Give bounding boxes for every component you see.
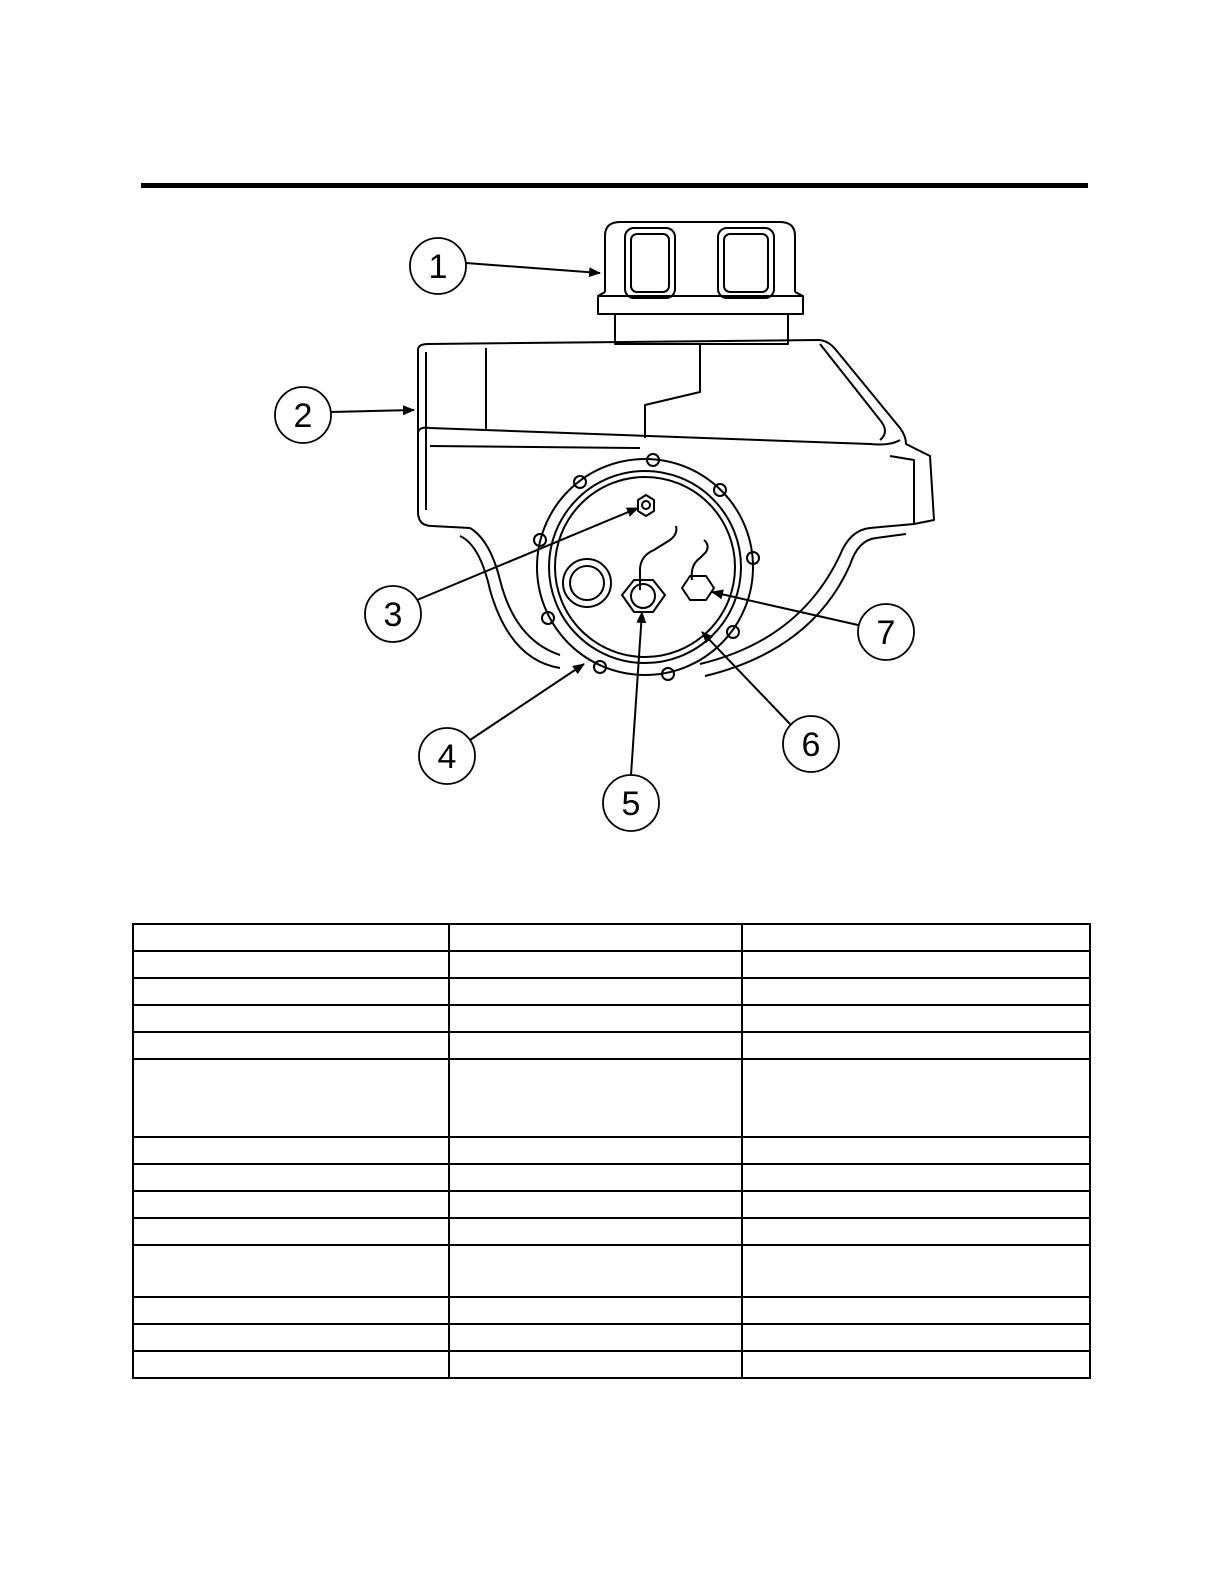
table-cell (449, 1059, 742, 1137)
table-cell (449, 1137, 742, 1164)
table-row (133, 1164, 1090, 1191)
leader-6 (702, 632, 790, 724)
table-cell (742, 978, 1090, 1005)
callout-2-label: 2 (293, 397, 313, 435)
table-cell (133, 951, 449, 978)
table-cell (449, 1032, 742, 1059)
parts-table (132, 923, 1091, 1379)
table-cell (133, 1137, 449, 1164)
table-cell (133, 1059, 449, 1137)
table-cell (133, 978, 449, 1005)
table-cell (133, 924, 449, 951)
callout-4-label: 4 (437, 738, 457, 776)
table-row (133, 1297, 1090, 1324)
table-cell (133, 1245, 449, 1297)
table-cell (449, 1245, 742, 1297)
leader-4 (470, 664, 584, 740)
leader-1 (466, 263, 600, 273)
table-cell (449, 1351, 742, 1378)
table-cell (742, 1245, 1090, 1297)
table-row (133, 951, 1090, 978)
table-row (133, 1005, 1090, 1032)
table-cell (449, 924, 742, 951)
table-cell (742, 1164, 1090, 1191)
table-row (133, 1218, 1090, 1245)
table-cell (742, 1218, 1090, 1245)
callout-7-label: 7 (876, 614, 896, 652)
table-row (133, 1245, 1090, 1297)
table-cell (742, 1059, 1090, 1137)
table-cell (133, 1005, 449, 1032)
table-cell (449, 978, 742, 1005)
leader-2 (331, 410, 414, 412)
table-cell (133, 1032, 449, 1059)
table-cell (742, 1191, 1090, 1218)
leader-7 (712, 592, 858, 625)
table-cell (449, 1297, 742, 1324)
table-cell (133, 1351, 449, 1378)
table-cell (133, 1164, 449, 1191)
table-row (133, 1324, 1090, 1351)
table-row (133, 1137, 1090, 1164)
table-cell (133, 1191, 449, 1218)
table-cell (449, 1005, 742, 1032)
port-assembly (534, 454, 759, 680)
table-cell (742, 924, 1090, 951)
table-row (133, 1032, 1090, 1059)
table-cell (742, 1297, 1090, 1324)
leader-5 (631, 612, 642, 775)
table-row (133, 1191, 1090, 1218)
table-cell (742, 1351, 1090, 1378)
table-cell (742, 1324, 1090, 1351)
table-cell (133, 1218, 449, 1245)
cap-part (598, 222, 803, 344)
table-cell (449, 1324, 742, 1351)
callout-1-label: 1 (428, 248, 448, 286)
table-cell (742, 1032, 1090, 1059)
table-cell (449, 951, 742, 978)
table-row (133, 1351, 1090, 1378)
table-cell (742, 951, 1090, 978)
table-cell (449, 1164, 742, 1191)
table-cell (133, 1297, 449, 1324)
table-row (133, 978, 1090, 1005)
leader-3 (417, 508, 638, 600)
table-cell (133, 1324, 449, 1351)
callout-5-label: 5 (621, 785, 641, 823)
table-cell (742, 1005, 1090, 1032)
table-cell (742, 1137, 1090, 1164)
callout-6-label: 6 (801, 726, 821, 764)
table-cell (449, 1218, 742, 1245)
table-row (133, 924, 1090, 951)
table-cell (449, 1191, 742, 1218)
callout-3-label: 3 (383, 596, 403, 634)
table-row (133, 1059, 1090, 1137)
